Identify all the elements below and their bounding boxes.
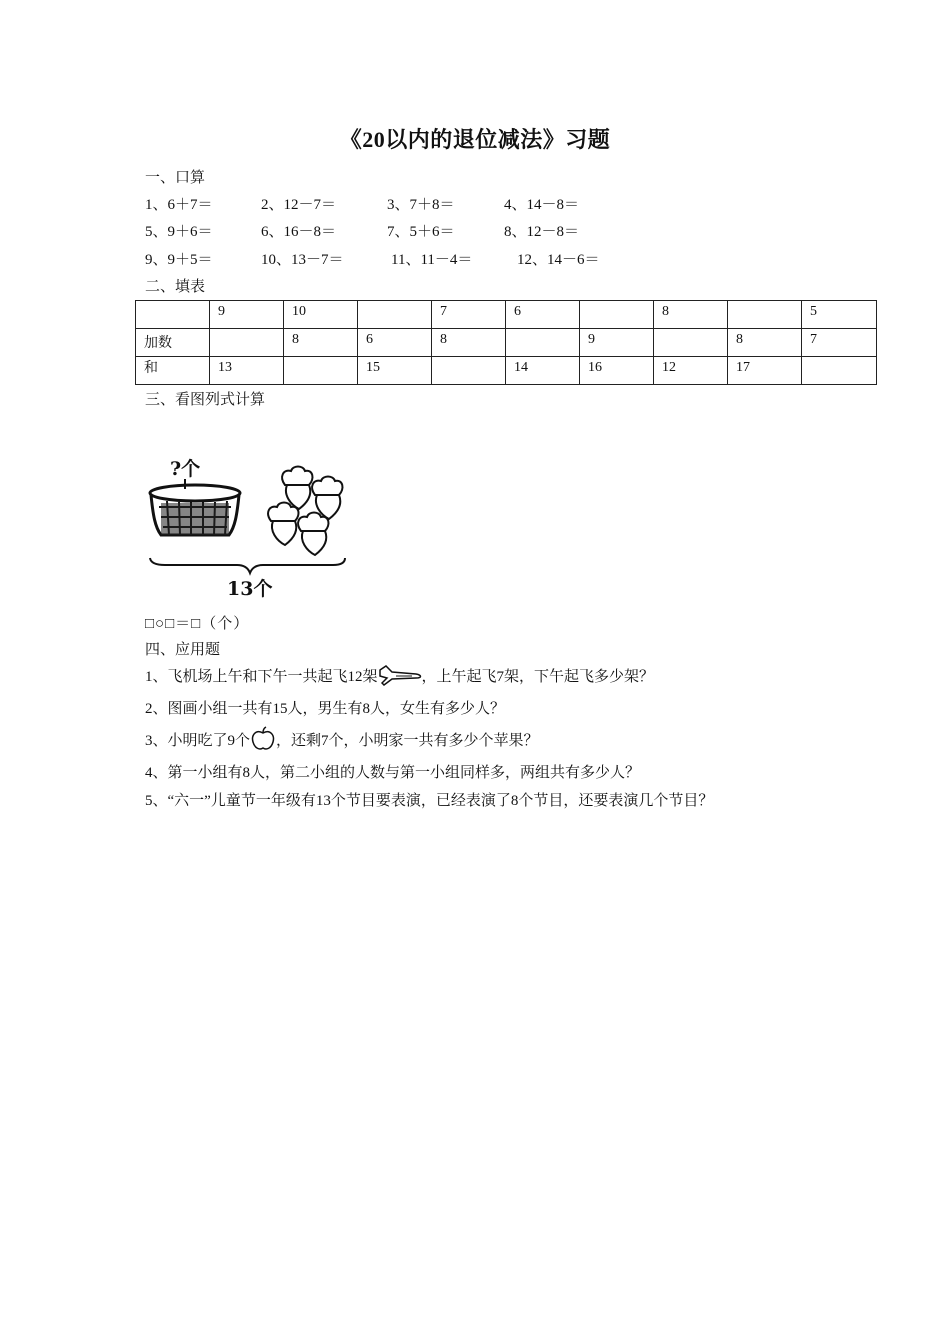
oral-item-7: 7、5＋6＝ (387, 224, 455, 240)
oral-item-2: 2、12－7＝ (261, 197, 337, 213)
answer-template: □○□＝□（个） (145, 616, 250, 632)
table-cell: 15 (358, 357, 432, 385)
table-row-header: 和 (136, 357, 210, 385)
word-problem-3-text-b: ，还剩7个，小明家一共有多少个苹果？ (276, 732, 539, 749)
table-cell: 8 (654, 301, 728, 329)
table-cell: 8 (432, 329, 506, 357)
oral-item-8: 8、12－8＝ (504, 224, 580, 240)
word-problem-4: 4、第一小组有8人，第二小组的人数与第一小组同样多，两组共有多少人？ (145, 765, 641, 781)
table-cell: 9 (210, 301, 284, 329)
radish-icon (268, 503, 298, 546)
table-cell: 13 (210, 357, 284, 385)
table-cell: 10 (284, 301, 358, 329)
question-count-label: ?个 (170, 458, 201, 480)
radish-icon (298, 513, 328, 556)
word-problem-5: 5、“六一”儿童节一年级有13个节目要表演，已经表演了8个节目，还要表演几个节目？ (145, 793, 714, 809)
table-cell (580, 301, 654, 329)
table-row-addend1 (136, 301, 877, 329)
oral-item-5: 5、9＋6＝ (145, 224, 213, 240)
oral-item-12: 12、14－6＝ (517, 252, 600, 268)
word-problem-1-text-b: ，上午起飞7架，下午起飞多少架？ (421, 668, 655, 685)
table-cell: 5 (802, 301, 877, 329)
word-problem-2: 2、图画小组一共有15人，男生有8人，女生有多少人？ (145, 701, 506, 717)
word-problem-1-text-a: 1、飞机场上午和下午一共起飞12架 (145, 668, 378, 685)
brace-icon (150, 558, 345, 573)
section1-heading: 一、口算 (145, 170, 206, 186)
basket-radish-figure (145, 455, 355, 600)
section4-heading: 四、应用题 (145, 642, 221, 658)
table-cell: 6 (506, 301, 580, 329)
table-cell: 7 (802, 329, 877, 357)
oral-item-11: 11、11－4＝ (391, 252, 473, 268)
table-cell: 7 (432, 301, 506, 329)
fill-table (135, 300, 877, 385)
section3-heading: 三、看图列式计算 (145, 392, 266, 408)
oral-item-9: 9、9＋5＝ (145, 252, 213, 268)
page-title: 《20以内的退位减法》习题 (339, 127, 611, 152)
table-cell: 6 (358, 329, 432, 357)
oral-item-4: 4、14－8＝ (504, 197, 580, 213)
table-row-addend2 (136, 329, 877, 357)
table-cell: 8 (284, 329, 358, 357)
oral-item-1: 1、6＋7＝ (145, 197, 213, 213)
table-cell (358, 301, 432, 329)
table-cell: 9 (580, 329, 654, 357)
word-problem-3-text-a: 3、小明吃了9个 (145, 732, 251, 749)
basket-icon (150, 485, 240, 535)
table-cell (432, 357, 506, 385)
table-cell (654, 329, 728, 357)
table-cell (136, 301, 210, 329)
word-problem-1 (145, 664, 654, 691)
apple-icon (250, 726, 276, 757)
oral-item-3: 3、7＋8＝ (387, 197, 455, 213)
table-cell: 16 (580, 357, 654, 385)
table-cell: 14 (506, 357, 580, 385)
table-cell (210, 329, 284, 357)
basket-radish-illustration (145, 455, 355, 600)
airplane-icon (378, 664, 422, 691)
section2-heading: 二、填表 (145, 279, 206, 295)
table-cell (284, 357, 358, 385)
total-count-label: 13个 (227, 578, 273, 600)
table-cell (728, 301, 802, 329)
word-problem-3 (145, 726, 539, 757)
table-cell: 12 (654, 357, 728, 385)
table-cell: 8 (728, 329, 802, 357)
table-row-sum (136, 357, 877, 385)
table-cell: 17 (728, 357, 802, 385)
oral-item-6: 6、16－8＝ (261, 224, 337, 240)
table-row-header: 加数 (136, 329, 210, 357)
oral-item-10: 10、13－7＝ (261, 252, 344, 268)
table-cell (802, 357, 877, 385)
table-cell (506, 329, 580, 357)
